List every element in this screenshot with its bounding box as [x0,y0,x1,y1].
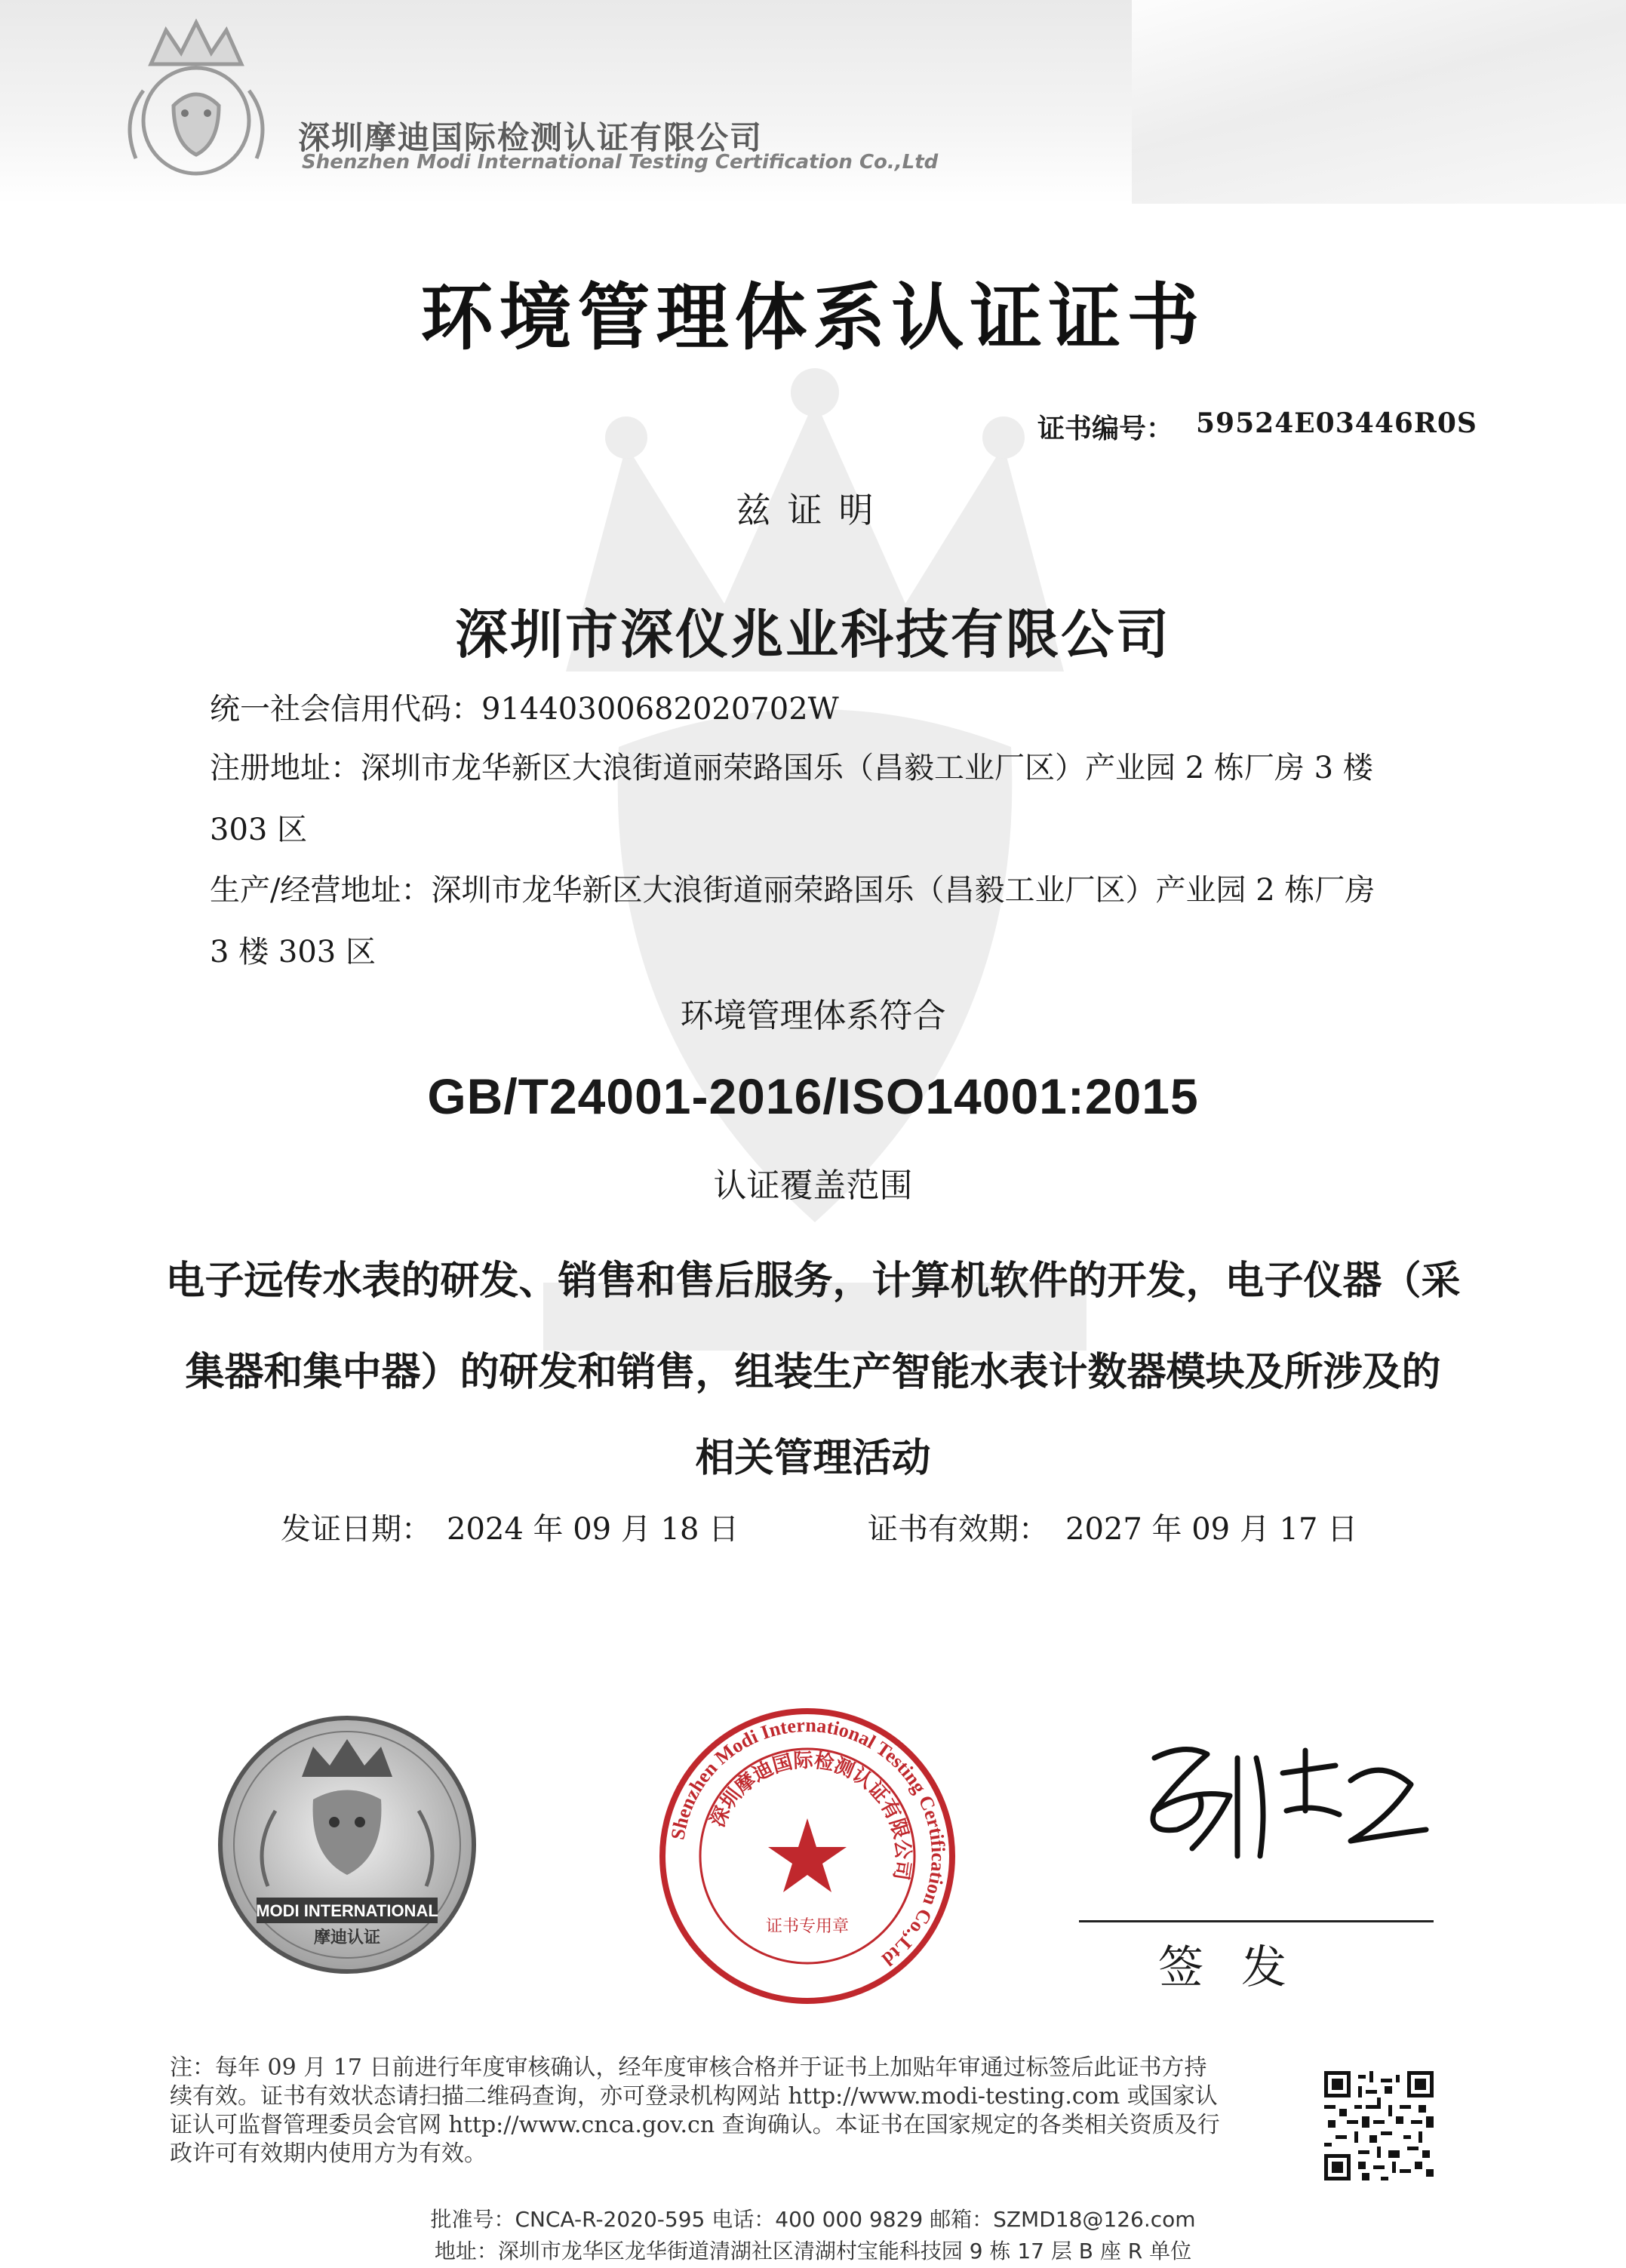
credit-code-value: 91440300682020702W [481,692,839,727]
production-address-value: 深圳市龙华新区大浪街道丽荣路国乐（昌毅工业厂区）产业园 2 栋厂房 [431,873,1375,908]
modi-logo-seal-icon [215,1713,479,1977]
certified-company-name: 深圳市深仪兆业科技有限公司 [455,604,1171,665]
scope-label: 认证覆盖范围 [713,1166,913,1205]
seal-ring-english: Shenzhen Modi International Testing Certification Co.,Ltd [666,1713,950,1971]
header-company-en: Shenzhen Modi International Testing Certification Co.,Ltd [302,151,939,174]
official-red-seal-icon [656,1705,958,2007]
lion-crown-logo-icon [106,8,287,189]
note-line-2: 续有效。证书有效状态请扫描二维码查询，亦可登录机构网站 http://www.modi-testing.com 或国家认 [170,2083,1218,2110]
header-company-cn: 深圳摩迪国际检测认证有限公司 [298,119,764,156]
registered-address-line [210,738,1373,798]
note-line-3: 证认可监督管理委员会官网 http://www.cnca.gov.cn 查询确认。本证书在国家规定的各类相关资质及行 [170,2112,1220,2138]
scope-line-3: 相关管理活动 [695,1436,931,1481]
registered-address-label: 注册地址： [210,751,361,785]
conform-label: 环境管理体系符合 [680,997,946,1035]
header-stripe [1132,0,1626,204]
certificate-number: 59524E03446R0S [1196,407,1477,439]
credit-code-label: 统一社会信用代码： [210,692,481,727]
seal-ring-chinese: 深圳摩迪国际检测认证有限公司 [706,1749,914,1882]
valid-until-label: 证书有效期： [868,1512,1049,1547]
footer-approval-line: 批准号：CNCA-R-2020-595 电话：400 000 9829 邮箱：SZMD18@126.com [430,2207,1196,2232]
valid-until-date: 2027 年 09 月 17 日 [1065,1512,1358,1547]
certificate-number-label: 证书编号： [1037,413,1174,444]
registered-address-value: 深圳市龙华新区大浪街道丽荣路国乐（昌毅工业厂区）产业园 2 栋厂房 3 楼 [361,751,1373,785]
document-title: 环境管理体系认证证书 [420,275,1206,360]
scope-line-2: 集器和集中器）的研发和销售，组装生产智能水表计数器模块及所涉及的 [185,1350,1441,1395]
note-line-4: 政许可有效期内使用方为有效。 [170,2140,487,2167]
logo-seal-text-cn: 摩迪认证 [313,1928,381,1947]
signature-line [1079,1920,1434,1922]
scope-line-1: 电子远传水表的研发、销售和售后服务，计算机软件的开发，电子仪器（采 [165,1258,1461,1304]
footer-address-line: 地址：深圳市龙华区龙华街道清湖社区清湖村宝能科技园 9 栋 17 层 B 座 R 单位 [434,2239,1192,2263]
qr-code-icon[interactable] [1324,2071,1434,2180]
standard-code: GB/T24001-2016/ISO14001:2015 [427,1068,1199,1124]
registered-address-line-2: 303 区 [210,813,308,847]
credit-code-line [210,679,839,739]
signature-icon [1124,1728,1441,1879]
sign-label: 签发 [1158,1941,1324,1994]
production-address-line-2: 3 楼 303 区 [210,935,376,970]
seal-star-icon [768,1818,847,1892]
hereby-certify: 兹证明 [736,490,890,530]
issue-date-label: 发证日期： [281,1512,432,1547]
issue-date: 2024 年 09 月 18 日 [447,1512,739,1547]
logo-seal-text: MODI INTERNATIONAL [256,1901,438,1920]
production-address-line [210,860,1375,920]
seal-bottom-text: 证书专用章 [765,1917,850,1936]
note-line-1: 注：每年 09 月 17 日前进行年度审核确认，经年度审核合格并于证书上加贴年审通过标签后此证书方持 [170,2054,1207,2081]
production-address-label: 生产/经营地址： [210,873,432,908]
